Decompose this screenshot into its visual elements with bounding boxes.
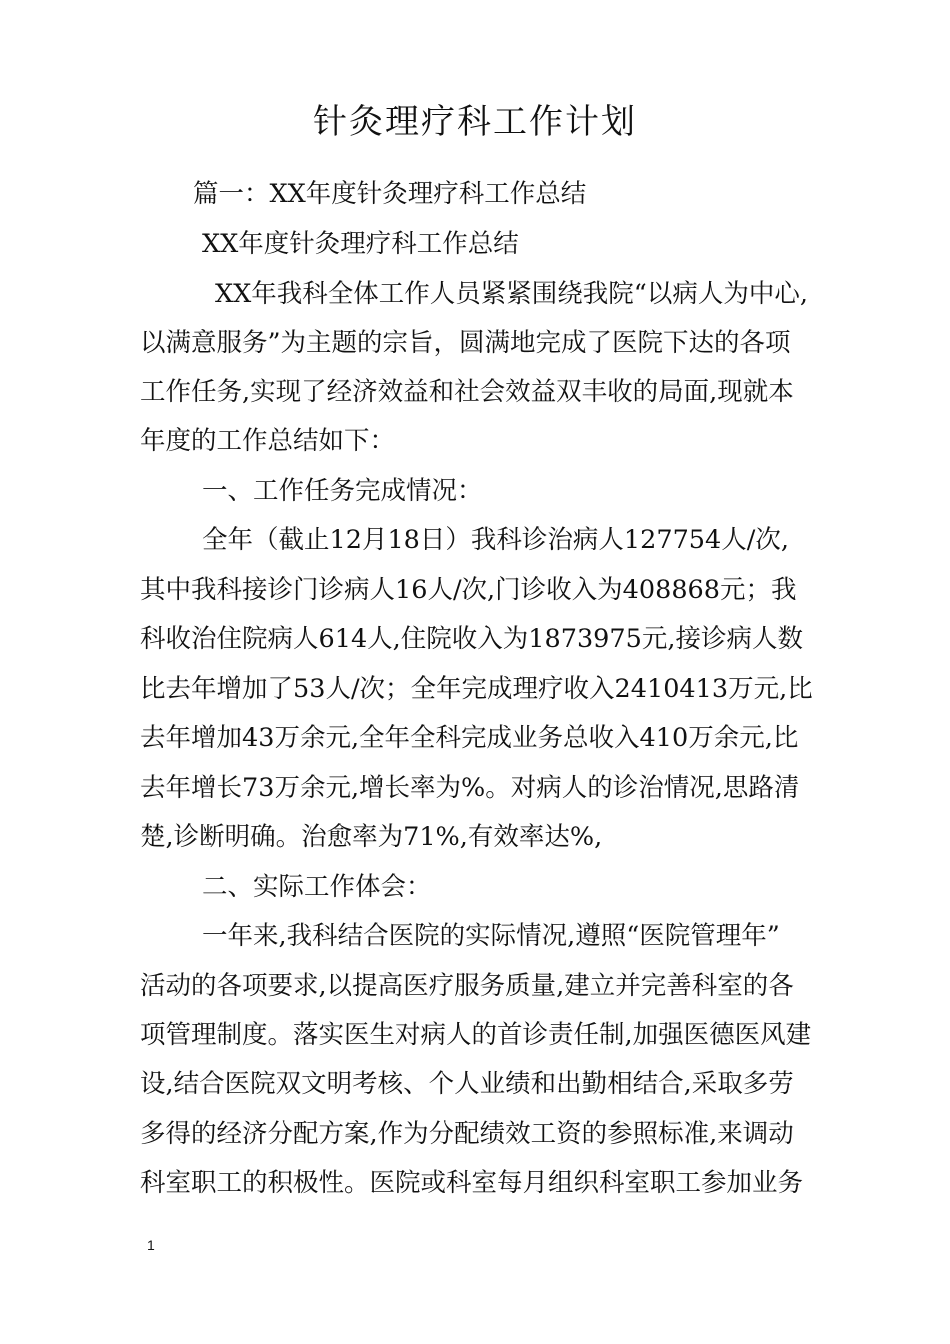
paragraph-line: 活动的各项要求,以提高医疗服务质量,建立并完善科室的各 <box>140 971 794 1001</box>
paragraph-line: 比去年增加了53人/次；全年完成理疗收入2410413万元,比 <box>140 674 813 704</box>
page-number: 1 <box>147 1237 155 1253</box>
paragraph-line: 以满意服务”为主题的宗旨，圆满地完成了医院下达的各项 <box>140 328 791 358</box>
paragraph-line: 多得的经济分配方案,作为分配绩效工资的参照标准,来调动 <box>140 1119 794 1149</box>
section-heading: 篇一：XX年度针灸理疗科工作总结 <box>193 179 587 209</box>
paragraph-line: 工作任务,实现了经济效益和社会效益双丰收的局面,现就本 <box>140 377 794 407</box>
paragraph-line: 全年（截止12月18日）我科诊治病人127754人/次, <box>202 525 789 555</box>
paragraph-line: XX年我科全体工作人员紧紧围绕我院“以病人为中心, <box>215 279 808 309</box>
paragraph-line: 去年增加43万余元,全年全科完成业务总收入410万余元,比 <box>140 723 799 753</box>
paragraph-line: 科收治住院病人614人,住院收入为1873975元,接诊病人数 <box>140 624 803 654</box>
paragraph-line: 楚,诊断明确。治愈率为71%,有效率达%, <box>140 822 603 852</box>
document-title: 针灸理疗科工作计划 <box>313 102 637 142</box>
paragraph-line: 去年增长73万余元,增长率为%。对病人的诊治情况,思路清 <box>140 773 800 803</box>
section-heading: 一、工作任务完成情况： <box>202 476 483 506</box>
paragraph-line: 其中我科接诊门诊病人16人/次,门诊收入为408868元；我 <box>140 575 797 605</box>
paragraph-line: 项管理制度。落实医生对病人的首诊责任制,加强医德医风建 <box>140 1020 812 1050</box>
section-heading: 二、实际工作体会： <box>202 872 432 902</box>
paragraph-line: 设,结合医院双文明考核、个人业绩和出勤相结合,采取多劳 <box>140 1069 794 1099</box>
paragraph-line: 科室职工的积极性。医院或科室每月组织科室职工参加业务 <box>140 1168 804 1198</box>
subtitle: XX年度针灸理疗科工作总结 <box>202 229 519 259</box>
paragraph-line: 一年来,我科结合医院的实际情况,遵照“医院管理年” <box>202 921 780 951</box>
paragraph-line: 年度的工作总结如下： <box>140 426 396 456</box>
